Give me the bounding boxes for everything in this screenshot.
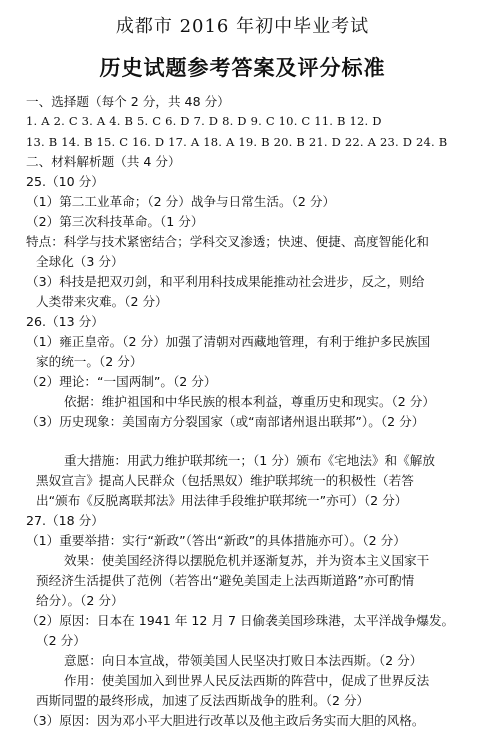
answer-line: （1）第二工业革命；（2 分）战争与日常生活。（2 分） — [26, 194, 336, 209]
answer-line: 重大措施：用武力维护联邦统一；（1 分）颁布《宅地法》和《解放 — [64, 453, 435, 468]
answer-line: 人类带来灾难。（2 分） — [36, 294, 168, 309]
answer-line: 家的统一。（2 分） — [36, 354, 143, 369]
answer-line: （2 分） — [36, 633, 86, 648]
exam-title: 成都市 2016 年初中毕业考试 — [115, 16, 370, 37]
answer-line: 意愿：向日本宣战，带领美国人民坚决打败日本法西斯。（2 分） — [64, 653, 423, 668]
answers-row-2: 13. B 14. B 15. C 16. D 17. A 18. A 19. B 20. B 21. D 22. A 23. D 24. B — [26, 135, 448, 149]
question-27-heading: 27.（18 分） — [26, 513, 104, 528]
answer-line: 依据：维护祖国和中华民族的根本利益，尊重历史和现实。（2 分） — [64, 394, 435, 409]
answer-line: 出“颁布《反脱离联邦法》用法律手段维护联邦统一”亦可）（2 分） — [36, 493, 408, 508]
answer-line: 作用：使美国加入到世界人民反法西斯的阵营中，促成了世界反法 — [64, 673, 430, 688]
answer-line: （1）重要举措：实行“新政”（答出“新政”的具体措施亦可）。（2 分） — [26, 533, 406, 548]
question-25-heading: 25.（10 分） — [26, 174, 104, 189]
section-heading-material-analysis: 二、材料解析题（共 4 分） — [26, 154, 181, 169]
answer-line: 特点：科学与技术紧密结合；学科交叉渗透；快速、便捷、高度智能化和 — [26, 234, 429, 249]
answer-line: 预经济生活提供了范例（若答出“避免美国走上法西斯道路”亦可酌情 — [36, 573, 415, 588]
answer-line: （3）历史现象：美国南方分裂国家（或“南部诸州退出联邦”）。（2 分） — [26, 414, 425, 429]
answer-line: （1）雍正皇帝。（2 分）加强了清朝对西藏地管理，有利于维护多民族国 — [26, 334, 431, 349]
answer-line: 全球化（3 分） — [36, 254, 124, 269]
answer-line: 效果：使美国经济得以摆脱危机并逐渐复苏，并为资本主义国家干 — [64, 553, 430, 568]
answer-line: （3）科技是把双刃剑，和平利用科技成果能推动社会进步，反之，则给 — [26, 274, 425, 289]
answer-line: （2）原因：日本在 1941 年 12 月 7 日偷袭美国珍珠港，太平洋战争爆发。 — [26, 613, 455, 628]
answer-line: （2）理论：“一国两制”。（2 分） — [26, 374, 217, 389]
answer-key-title: 历史试题参考答案及评分标准 — [99, 56, 386, 80]
section-heading-multiple-choice: 一、选择题（每个 2 分，共 48 分） — [26, 94, 230, 109]
answer-line: 给分）。（2 分） — [36, 593, 124, 608]
answer-line: 黑奴宣言》提高人民群众（包括黑奴）维护联邦统一的积极性（若答 — [36, 473, 414, 488]
question-26-heading: 26.（13 分） — [26, 314, 104, 329]
answer-line: 西斯同盟的最终形成，加速了反法西斯战争的胜利。（2 分） — [36, 693, 370, 708]
answer-line: （2）第三次科技革命。（1 分） — [26, 214, 204, 229]
answer-line: （3）原因：因为邓小平大胆进行改革以及他主政后务实而大胆的风格。 — [26, 713, 425, 728]
answers-row-1: 1. A 2. C 3. A 4. B 5. C 6. D 7. D 8. D 9. C 10. C 11. B 12. D — [26, 114, 382, 128]
